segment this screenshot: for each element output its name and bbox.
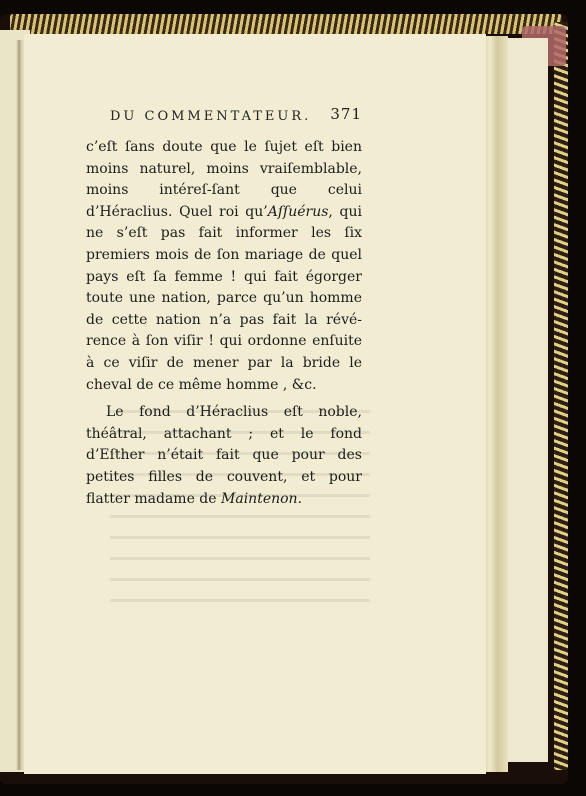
paragraph	[86, 137, 362, 396]
text-run: .	[297, 490, 303, 507]
text-run: Le fond d’Héraclius eſt noble, théâtral, attachant ; et le fond d’Eſther n’était fait que pour des petites filles de couvent, et pour flatter madame de	[86, 404, 362, 507]
binding-thread	[16, 40, 24, 770]
page-number: 371	[330, 105, 362, 123]
italic-name: Aſſuérus	[267, 203, 329, 220]
running-title: DU COMMENTATEUR.	[110, 109, 312, 124]
paragraph	[86, 402, 362, 510]
gilt-edge-top	[10, 14, 562, 34]
italic-name: Maintenon	[221, 490, 298, 507]
page-header	[110, 105, 362, 129]
text-run: c’eſt ſans doute que le ſujet eſt bien moins naturel, moins vraiſemblable, moins intéreſ-ſant que celui d’Héraclius. Quel roi qu’	[86, 139, 362, 220]
text-run: , qui ne s’eſt pas fait informer les ſix premiers mois de ſon mariage de quel pays eſt ſa femme ! qui fait égorger toute une nation, parce qu’un homme de cette nation n’a pas fait la révé-rence à ſon viſir ! qui ordonne enſuite à ce viſir de mener par la bride le cheval de ce même homme , &c.	[86, 203, 362, 393]
body-text	[86, 137, 362, 510]
gilt-edge-right	[554, 22, 568, 770]
